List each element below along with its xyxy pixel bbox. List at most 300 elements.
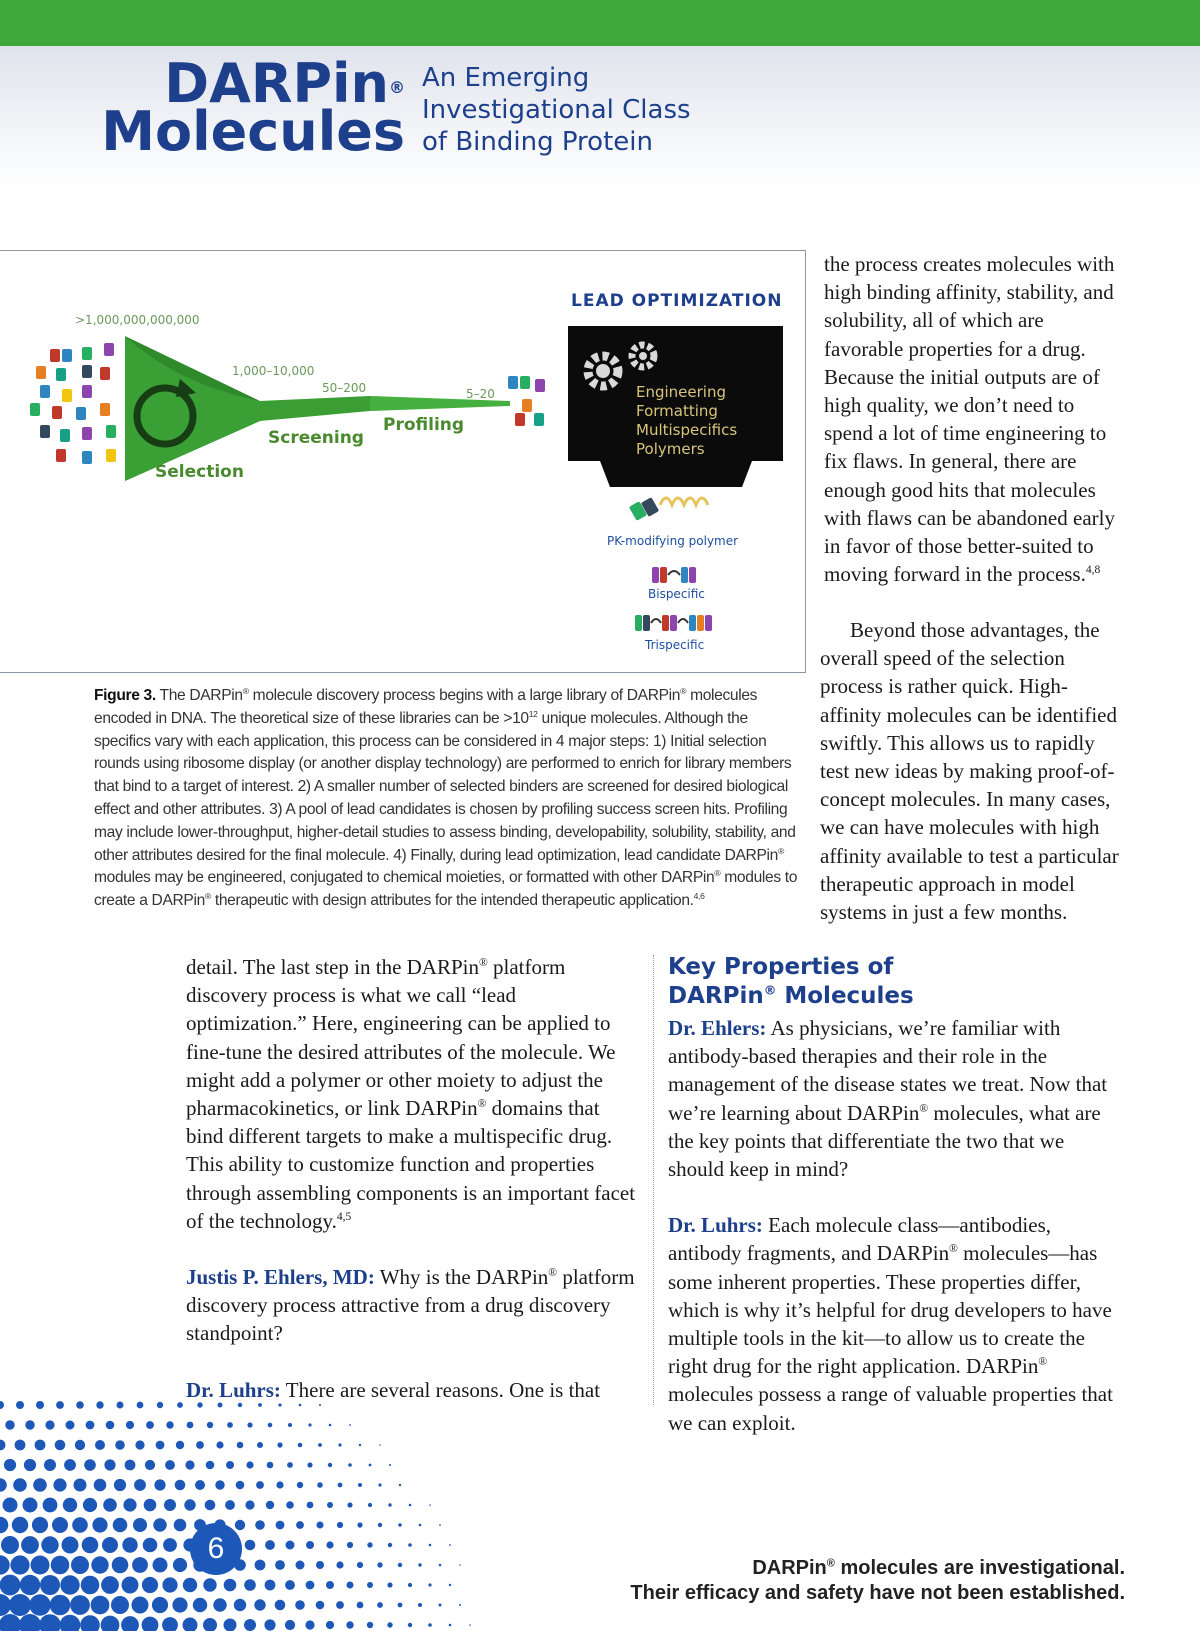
halftone-dot bbox=[20, 1575, 40, 1595]
halftone-dot bbox=[13, 1478, 27, 1492]
halftone-dot bbox=[215, 1480, 224, 1489]
halftone-dot bbox=[196, 1441, 204, 1449]
halftone-dot bbox=[50, 1595, 71, 1616]
halftone-dot bbox=[74, 1479, 87, 1492]
halftone-dot bbox=[419, 1524, 422, 1527]
halftone-dot bbox=[3, 1498, 18, 1513]
right-top-column-2 bbox=[820, 616, 1128, 926]
halftone-dot bbox=[29, 1594, 50, 1615]
halftone-dot bbox=[86, 1421, 95, 1430]
halftone-dot bbox=[203, 1578, 216, 1591]
halftone-dot bbox=[153, 1518, 166, 1531]
investigational-disclaimer: DARPin® molecules are investigational. Their efficacy and safety have not been established. bbox=[630, 1557, 1125, 1604]
halftone-dot bbox=[264, 1619, 275, 1630]
halftone-dot bbox=[117, 1402, 124, 1409]
bispecific-label: Bispecific bbox=[648, 587, 705, 601]
halftone-dot bbox=[153, 1558, 168, 1573]
monitor-item: Formatting bbox=[636, 402, 718, 420]
halftone-dot bbox=[122, 1577, 139, 1594]
halftone-dot bbox=[299, 1404, 302, 1407]
halftone-dot bbox=[429, 1504, 431, 1506]
halftone-dot bbox=[4, 1459, 16, 1471]
halftone-dot bbox=[387, 1582, 392, 1587]
halftone-dot bbox=[286, 1541, 295, 1550]
lead-optimization-title: LEAD OPTIMIZATION bbox=[571, 291, 783, 311]
halftone-dot bbox=[439, 1524, 441, 1526]
trispecific-label: Trispecific bbox=[645, 638, 705, 652]
halftone-dot bbox=[224, 1579, 237, 1592]
lead-molecules-icon bbox=[508, 376, 545, 426]
halftone-dot bbox=[255, 1560, 266, 1571]
stage-selection-label: Selection bbox=[155, 462, 244, 482]
halftone-dot bbox=[428, 1623, 432, 1627]
halftone-dot bbox=[19, 1614, 41, 1631]
page-number: 6 bbox=[190, 1523, 242, 1575]
halftone-dot bbox=[203, 1618, 217, 1631]
halftone-dot bbox=[285, 1620, 295, 1630]
halftone-dot bbox=[62, 1537, 79, 1554]
halftone-dot bbox=[367, 1542, 372, 1547]
halftone-dot bbox=[276, 1481, 283, 1488]
halftone-dot bbox=[338, 1443, 341, 1446]
halftone-dot bbox=[349, 1424, 351, 1426]
halftone-dot bbox=[0, 1478, 7, 1492]
halftone-dot bbox=[125, 1460, 136, 1471]
halftone-dot bbox=[307, 1462, 312, 1467]
halftone-dot bbox=[379, 1444, 381, 1446]
halftone-dot bbox=[288, 1423, 292, 1427]
halftone-dot bbox=[55, 1440, 66, 1451]
halftone-dot bbox=[165, 1460, 175, 1470]
halftone-dot bbox=[36, 1401, 44, 1409]
halftone-dot bbox=[83, 1498, 97, 1512]
halftone-dot bbox=[70, 1595, 90, 1615]
stage-profiling-label: Profiling bbox=[383, 415, 465, 435]
subtitle-line: An Emerging bbox=[422, 63, 590, 93]
halftone-dot bbox=[347, 1502, 352, 1507]
halftone-dot bbox=[389, 1464, 391, 1466]
halftone-dot bbox=[278, 1403, 281, 1406]
halftone-dot bbox=[306, 1581, 315, 1590]
halftone-dot bbox=[287, 1462, 293, 1468]
halftone-dot bbox=[336, 1601, 344, 1609]
halftone-dot bbox=[244, 1579, 256, 1591]
left-column bbox=[186, 953, 638, 1404]
halftone-dot bbox=[347, 1542, 353, 1548]
halftone-dot bbox=[254, 1599, 265, 1610]
halftone-dot bbox=[5, 1420, 14, 1429]
halftone-dot bbox=[187, 1422, 194, 1429]
caption-label: Figure 3. bbox=[94, 687, 156, 704]
title-line2: Molecules bbox=[101, 100, 405, 163]
halftone-dot bbox=[177, 1402, 183, 1408]
halftone-dot bbox=[95, 1440, 105, 1450]
halftone-dot bbox=[318, 1443, 322, 1447]
halftone-dot bbox=[439, 1604, 442, 1607]
halftone-dot bbox=[152, 1597, 168, 1613]
halftone-dot bbox=[469, 1624, 471, 1626]
halftone-dot bbox=[298, 1443, 303, 1448]
halftone-dot bbox=[296, 1521, 304, 1529]
halftone-dot bbox=[101, 1576, 119, 1594]
halftone-dot bbox=[53, 1478, 66, 1491]
halftone-dot bbox=[295, 1600, 305, 1610]
pk-polymer-label: PK-modifying polymer bbox=[607, 534, 739, 548]
halftone-dot bbox=[162, 1617, 178, 1631]
halftone-dot bbox=[166, 1421, 173, 1428]
halftone-dot bbox=[64, 1459, 76, 1471]
halftone-dot bbox=[126, 1421, 134, 1429]
halftone-dot bbox=[377, 1562, 382, 1567]
halftone-dot bbox=[256, 1481, 264, 1489]
halftone-dot bbox=[265, 1540, 275, 1550]
halftone-dot bbox=[326, 1541, 333, 1548]
halftone-dot bbox=[225, 1500, 235, 1510]
halftone-dot bbox=[0, 1575, 20, 1596]
halftone-dot bbox=[144, 1499, 157, 1512]
halftone-dot bbox=[80, 1615, 100, 1631]
halftone-dot bbox=[114, 1479, 126, 1491]
halftone-dot bbox=[307, 1502, 314, 1509]
halftone-dot bbox=[246, 1461, 253, 1468]
halftone-dot bbox=[439, 1564, 442, 1567]
halftone-dot bbox=[32, 1517, 48, 1533]
halftone-dot bbox=[174, 1519, 187, 1532]
halftone-dot bbox=[76, 1401, 84, 1409]
monitor-item: Multispecifics bbox=[636, 421, 738, 439]
halftone-dot bbox=[94, 1479, 107, 1492]
halftone-dot bbox=[123, 1498, 136, 1511]
halftone-dot bbox=[15, 1440, 26, 1451]
speaker-name: Dr. Luhrs: bbox=[668, 1213, 763, 1238]
halftone-dot bbox=[102, 1537, 118, 1553]
monitor-item: Engineering bbox=[636, 383, 726, 401]
halftone-dot bbox=[0, 1614, 21, 1631]
halftone-dot bbox=[227, 1422, 233, 1428]
title-line1: DARPin bbox=[164, 52, 389, 115]
page-title bbox=[95, 52, 405, 163]
halftone-dot bbox=[142, 1577, 158, 1593]
halftone-dot bbox=[122, 1537, 137, 1552]
halftone-dot bbox=[317, 1522, 324, 1529]
halftone-dot bbox=[157, 1402, 163, 1408]
count-screen-label: 1,000–10,000 bbox=[232, 364, 315, 378]
halftone-dot bbox=[44, 1459, 56, 1471]
halftone-dot bbox=[387, 1622, 392, 1627]
figure-3-panel bbox=[0, 250, 806, 673]
halftone-dot bbox=[238, 1403, 242, 1407]
halftone-dot bbox=[145, 1460, 155, 1470]
halftone-dot bbox=[286, 1501, 294, 1509]
halftone-dot bbox=[418, 1603, 422, 1607]
halftone-dot bbox=[218, 1403, 223, 1408]
halftone-dot bbox=[163, 1538, 177, 1552]
halftone-dot bbox=[388, 1543, 392, 1547]
halftone-dot bbox=[327, 1502, 333, 1508]
halftone-dot bbox=[347, 1582, 354, 1589]
halftone-dot bbox=[156, 1441, 165, 1450]
halftone-dot bbox=[348, 1463, 352, 1467]
halftone-dot bbox=[317, 1482, 323, 1488]
halftone-dot bbox=[216, 1441, 223, 1448]
halftone-dot bbox=[449, 1624, 452, 1627]
halftone-dot bbox=[0, 1440, 5, 1451]
halftone-dot bbox=[247, 1422, 252, 1427]
page-subtitle bbox=[422, 62, 691, 158]
halftone-dot bbox=[399, 1484, 401, 1486]
halftone-dot bbox=[112, 1557, 129, 1574]
halftone-dot bbox=[134, 1479, 146, 1491]
halftone-dot bbox=[103, 1498, 117, 1512]
halftone-dot bbox=[408, 1543, 412, 1547]
halftone-dot bbox=[115, 1440, 125, 1450]
halftone-dot bbox=[207, 1422, 213, 1428]
halftone-dot bbox=[183, 1578, 197, 1592]
halftone-dot bbox=[173, 1558, 187, 1572]
halftone-dot bbox=[429, 1544, 432, 1547]
pk-polymer-icon bbox=[629, 497, 708, 521]
halftone-dot bbox=[378, 1483, 381, 1486]
halftone-dot bbox=[377, 1602, 383, 1608]
halftone-dot bbox=[45, 1420, 54, 1429]
halftone-dot bbox=[206, 1461, 215, 1470]
paragraph: Beyond those advantages, the overall speed of the selection process is rather quick. High-affinity molecules can be identified swiftly. This allows us to rapidly test new ideas by making proof-of-concept molecules. In many cases, we can have molecules with high affinity available to test a particular therapeutic approach in model systems in just a few months. bbox=[820, 618, 1119, 925]
halftone-dot bbox=[428, 1583, 431, 1586]
halftone-dot bbox=[132, 1597, 149, 1614]
halftone-dot bbox=[285, 1580, 295, 1590]
halftone-dot bbox=[0, 1517, 8, 1534]
halftone-dot bbox=[236, 1481, 245, 1490]
halftone-dot bbox=[316, 1601, 325, 1610]
halftone-dot bbox=[357, 1562, 363, 1568]
speaker-name: Dr. Ehlers: bbox=[668, 1016, 767, 1040]
halftone-dot bbox=[33, 1478, 47, 1492]
halftone-dot bbox=[52, 1517, 68, 1533]
answer-paragraph: Dr. Luhrs: Each molecule class—antibodies, antibody fragments, and DARPin® molecules—has some inherent properties. These properties differ, which is why it’s helpful for drug developers to have multiple tools in the kit—to allow us to create the right drug for the right application. DARPin® molecules possess a range of valuable properties that we can exploit. bbox=[668, 1213, 1113, 1435]
library-molecules-icon bbox=[30, 343, 116, 464]
halftone-dot bbox=[276, 1521, 285, 1530]
halftone-dot bbox=[398, 1523, 402, 1527]
halftone-dot bbox=[409, 1504, 412, 1507]
halftone-dot bbox=[306, 1541, 314, 1549]
halftone-dot bbox=[459, 1564, 461, 1566]
halftone-dot bbox=[408, 1623, 412, 1627]
halftone-dot bbox=[176, 1441, 184, 1449]
halftone-dot bbox=[66, 1421, 75, 1430]
halftone-dot bbox=[39, 1614, 61, 1631]
halftone-dot bbox=[338, 1483, 343, 1488]
paragraph: the process creates molecules with high binding affinity, stability, and solubility, all of which are favorable properties for a drug. Because the initial outputs are of high quality, we don’t need to spend a lot of time engineering to fix flaws. In general, there are enough good hits that molecules with flaws can be abandoned early in favor of those better-suited to moving forward in the process.$^{4,8}$ bbox=[824, 252, 1115, 587]
title-registered-mark: ® bbox=[389, 78, 405, 97]
halftone-dot bbox=[143, 1538, 158, 1553]
halftone-dot bbox=[237, 1442, 244, 1449]
count-library-label: >1,000,000,000,000 bbox=[75, 313, 200, 327]
halftone-dot bbox=[359, 1444, 361, 1446]
question-paragraph: Justis P. Ehlers, MD: Why is the DARPin® platform discovery process attractive from a drug discovery standpoint? bbox=[186, 1265, 635, 1346]
halftone-dot bbox=[275, 1600, 286, 1611]
halftone-dot bbox=[75, 1440, 85, 1450]
section-heading: Key Properties of DARPin® Molecules bbox=[668, 954, 914, 1009]
halftone-dot bbox=[106, 1421, 115, 1430]
halftone-dot bbox=[35, 1440, 46, 1451]
halftone-dot bbox=[113, 1518, 128, 1533]
halftone-dot bbox=[10, 1555, 29, 1574]
halftone-dot bbox=[135, 1440, 144, 1449]
halftone-dot bbox=[31, 1556, 50, 1575]
halftone-dot bbox=[41, 1536, 58, 1553]
bispecific-icon bbox=[652, 567, 696, 583]
halftone-dot bbox=[175, 1480, 186, 1491]
halftone-dot bbox=[23, 1498, 38, 1513]
halftone-dot bbox=[255, 1520, 265, 1530]
halftone-dot bbox=[224, 1619, 237, 1631]
halftone-dot bbox=[357, 1522, 362, 1527]
subtitle-line: Investigational Class bbox=[422, 95, 691, 125]
halftone-dot bbox=[92, 1517, 107, 1532]
halftone-dot bbox=[326, 1581, 334, 1589]
halftone-dot bbox=[9, 1594, 31, 1616]
halftone-dot bbox=[244, 1619, 256, 1631]
speaker-name: Justis P. Ehlers, MD: bbox=[186, 1265, 375, 1290]
halftone-dot bbox=[459, 1604, 461, 1606]
discovery-process-diagram bbox=[0, 251, 805, 672]
halftone-dot bbox=[56, 1401, 64, 1409]
halftone-dot bbox=[1, 1536, 19, 1554]
column-divider bbox=[653, 955, 654, 1405]
halftone-dot bbox=[245, 1540, 256, 1551]
halftone-dot bbox=[449, 1584, 451, 1586]
halftone-dot bbox=[25, 1420, 34, 1429]
halftone-dot bbox=[257, 1442, 263, 1448]
halftone-dot bbox=[346, 1621, 353, 1628]
answer-paragraph: Dr. Luhrs: There are several reasons. One is that bbox=[186, 1377, 601, 1402]
halftone-dot bbox=[205, 1500, 216, 1511]
halftone-dot bbox=[328, 1463, 332, 1467]
halftone-dot bbox=[336, 1561, 343, 1568]
halftone-dot bbox=[162, 1577, 177, 1592]
halftone-dot bbox=[258, 1403, 262, 1407]
top-green-bar bbox=[0, 0, 1200, 46]
halftone-dot bbox=[378, 1523, 382, 1527]
halftone-dot bbox=[104, 1459, 115, 1470]
halftone-dot bbox=[84, 1459, 96, 1471]
question-paragraph: Dr. Ehlers: As physicians, we’re familiar with antibody-based therapies and their role in the management of the disease states we treat. Now that we’re learning about DARPin® molecules, what are the key points that differentiate the two that we should keep in mind? bbox=[668, 1016, 1108, 1182]
halftone-dot bbox=[43, 1498, 58, 1513]
halftone-dot bbox=[193, 1598, 207, 1612]
halftone-dot bbox=[267, 1462, 274, 1469]
halftone-dot bbox=[398, 1603, 403, 1608]
halftone-dot bbox=[164, 1499, 176, 1511]
halftone-dot bbox=[369, 1464, 372, 1467]
halftone-dot bbox=[133, 1518, 147, 1532]
halftone-dot bbox=[329, 1424, 332, 1427]
halftone-dot bbox=[367, 1582, 373, 1588]
halftone-dot bbox=[101, 1616, 120, 1631]
halftone-dot bbox=[72, 1517, 88, 1533]
monitor-item: Polymers bbox=[636, 440, 705, 458]
halftone-dot bbox=[121, 1616, 139, 1631]
halftone-dot bbox=[297, 1482, 303, 1488]
trispecific-icon bbox=[635, 615, 712, 631]
halftone-dot bbox=[91, 1596, 110, 1615]
halftone-dot bbox=[172, 1597, 187, 1612]
halftone-dot bbox=[81, 1576, 100, 1595]
halftone-dot bbox=[245, 1500, 254, 1509]
halftone-dot bbox=[0, 1401, 4, 1409]
halftone-dot bbox=[91, 1556, 108, 1573]
halftone-dot bbox=[51, 1556, 70, 1575]
halftone-dot bbox=[142, 1617, 159, 1631]
halftone-dot bbox=[185, 1460, 194, 1469]
speaker-name: Dr. Luhrs: bbox=[186, 1377, 281, 1402]
halftone-dot bbox=[137, 1402, 144, 1409]
halftone-dot bbox=[132, 1557, 148, 1573]
count-lead-label: 5–20 bbox=[466, 387, 495, 401]
halftone-dot bbox=[234, 1599, 246, 1611]
halftone-dot bbox=[111, 1596, 129, 1614]
halftone-dot bbox=[388, 1503, 391, 1506]
halftone-dot bbox=[0, 1555, 10, 1574]
right-column bbox=[668, 953, 1123, 1437]
halftone-dot bbox=[12, 1517, 28, 1533]
halftone-dot bbox=[357, 1602, 364, 1609]
halftone-dot bbox=[226, 1461, 234, 1469]
halftone-dot bbox=[418, 1563, 421, 1566]
subtitle-line: of Binding Protein bbox=[422, 127, 653, 157]
paragraph: detail. The last step in the DARPin® platform discovery process is what we call “lead optimization.” Here, engineering can be applied to fine-tune the desired attributes of the molecule. We might add a polymer or other moiety to adjust the pharmacokinetics, or link DARPin® domains that bind different targets to make a multispecific drug. This ability to customize function and properties through assembling components is an important facet of the technology.$^{4,5}$ bbox=[186, 955, 636, 1233]
halftone-dot bbox=[368, 1503, 372, 1507]
halftone-dot bbox=[96, 1401, 103, 1408]
halftone-dot bbox=[71, 1556, 89, 1574]
halftone-dot bbox=[319, 1404, 321, 1406]
halftone-dot bbox=[277, 1442, 282, 1447]
halftone-dot bbox=[398, 1563, 402, 1567]
halftone-dot bbox=[63, 1498, 77, 1512]
halftone-dot bbox=[268, 1423, 273, 1428]
halftone-dot bbox=[24, 1459, 36, 1471]
halftone-dot bbox=[449, 1544, 451, 1546]
halftone-dot bbox=[367, 1622, 373, 1628]
halftone-dot bbox=[184, 1499, 195, 1510]
halftone-dot bbox=[60, 1615, 81, 1631]
halftone-dot bbox=[316, 1561, 324, 1569]
halftone-dot bbox=[296, 1561, 305, 1570]
count-profile-label: 50–200 bbox=[322, 381, 367, 395]
halftone-dot bbox=[235, 1520, 245, 1530]
funnel-screening-shape bbox=[260, 396, 370, 421]
halftone-dot bbox=[21, 1536, 39, 1554]
halftone-dot bbox=[265, 1580, 276, 1591]
stage-screening-label: Screening bbox=[268, 428, 364, 448]
halftone-dot bbox=[197, 1402, 202, 1407]
halftone-dot bbox=[305, 1620, 314, 1629]
halftone-dot bbox=[60, 1575, 79, 1594]
halftone-dot bbox=[308, 1423, 311, 1426]
halftone-dot bbox=[183, 1618, 198, 1631]
halftone-dot bbox=[82, 1537, 99, 1554]
halftone-dot bbox=[16, 1401, 24, 1409]
halftone-dot bbox=[358, 1483, 362, 1487]
halftone-dot bbox=[40, 1575, 60, 1595]
halftone-dot bbox=[275, 1560, 285, 1570]
halftone-dots-decoration bbox=[0, 1400, 700, 1631]
figure-caption: Figure 3. The DARPin® molecule discovery process begins with a large library of DARPin® molecules encoded in DNA. The theoretical size of these libraries can be $>10^{12}$ unique molecules. Although the specifics vary with each application, this process can be considered in 4 major steps: 1) Initial selection rounds using ribosome display (or another display technology) are performed to enrich for library members that bind to a target of interest. 2) A smaller number of selected binders are screened for desired biological effect and other attributes. 3) A pool of lead candidates is chosen by profiling success screen hits. Profiling may include lower-throughput, higher-detail studies to assess binding, developability, solubility, stability, and other attributes desired for the final molecule. 4) Finally, during lead optimization, lead candidate DARPin® modules may be engineered, conjugated to chemical moieties, or formatted with other DARPin® modules to create a DARPin® therapeutic with design attributes for the intended therapeutic application.$^{4,6}$ bbox=[94, 685, 798, 910]
halftone-dot bbox=[337, 1522, 343, 1528]
halftone-dot bbox=[213, 1598, 226, 1611]
halftone-dot bbox=[408, 1583, 412, 1587]
halftone-dot bbox=[195, 1480, 205, 1490]
right-top-column bbox=[824, 250, 1124, 588]
